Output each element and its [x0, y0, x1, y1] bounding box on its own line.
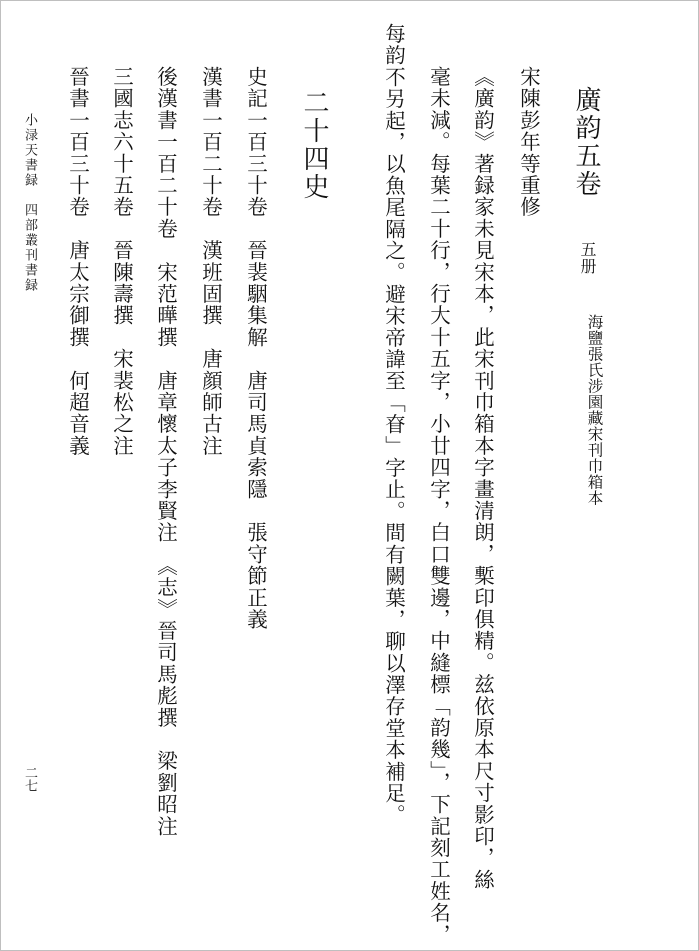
entry-title: 廣韵五卷	[571, 86, 601, 198]
entry-volumes: 五册	[578, 241, 597, 275]
entry-source: 海鹽張氏涉園藏宋刊巾箱本	[585, 314, 604, 506]
book-hanshu: 漢書一百二十卷 漢班固撰 唐顔師古注	[198, 66, 223, 457]
note-line-3: 每韵不另起，以魚尾隔之。避宋帝諱至「眘」字止。間有闕葉，聊以澤存堂本補足。	[381, 23, 406, 826]
book-jinshu: 晉書一百三十卷 唐太宗御撰 何超音義	[65, 66, 90, 457]
running-title: 小渌天書録 四部叢刊書録	[22, 113, 37, 293]
book-houhanshu: 後漢書一百二十卷 宋范曄撰 唐章懷太子李賢注 《志》晉司馬彪撰 梁劉昭注	[153, 66, 178, 837]
section-title: 二十四史	[299, 89, 329, 201]
page-number: 二七	[22, 766, 37, 792]
note-line-2: 毫未減。每葉二十行，行大十五字，小廿四字，白口雙邊，中縫標「韵幾」，下記刻工姓名，	[426, 66, 451, 946]
book-shiji: 史記一百三十卷 晉裴駰集解 唐司馬貞索隱 張守節正義	[243, 66, 268, 631]
entry-editors: 宋陳彭年等重修	[516, 66, 541, 218]
note-line-1: 《廣韵》著録家未見宋本，此宋刊巾箱本字畫清朗，槧印俱精。兹依原本尺寸影印，絲	[470, 66, 495, 891]
book-sanguozhi: 三國志六十五卷 晉陳壽撰 宋裴松之注	[109, 66, 134, 457]
